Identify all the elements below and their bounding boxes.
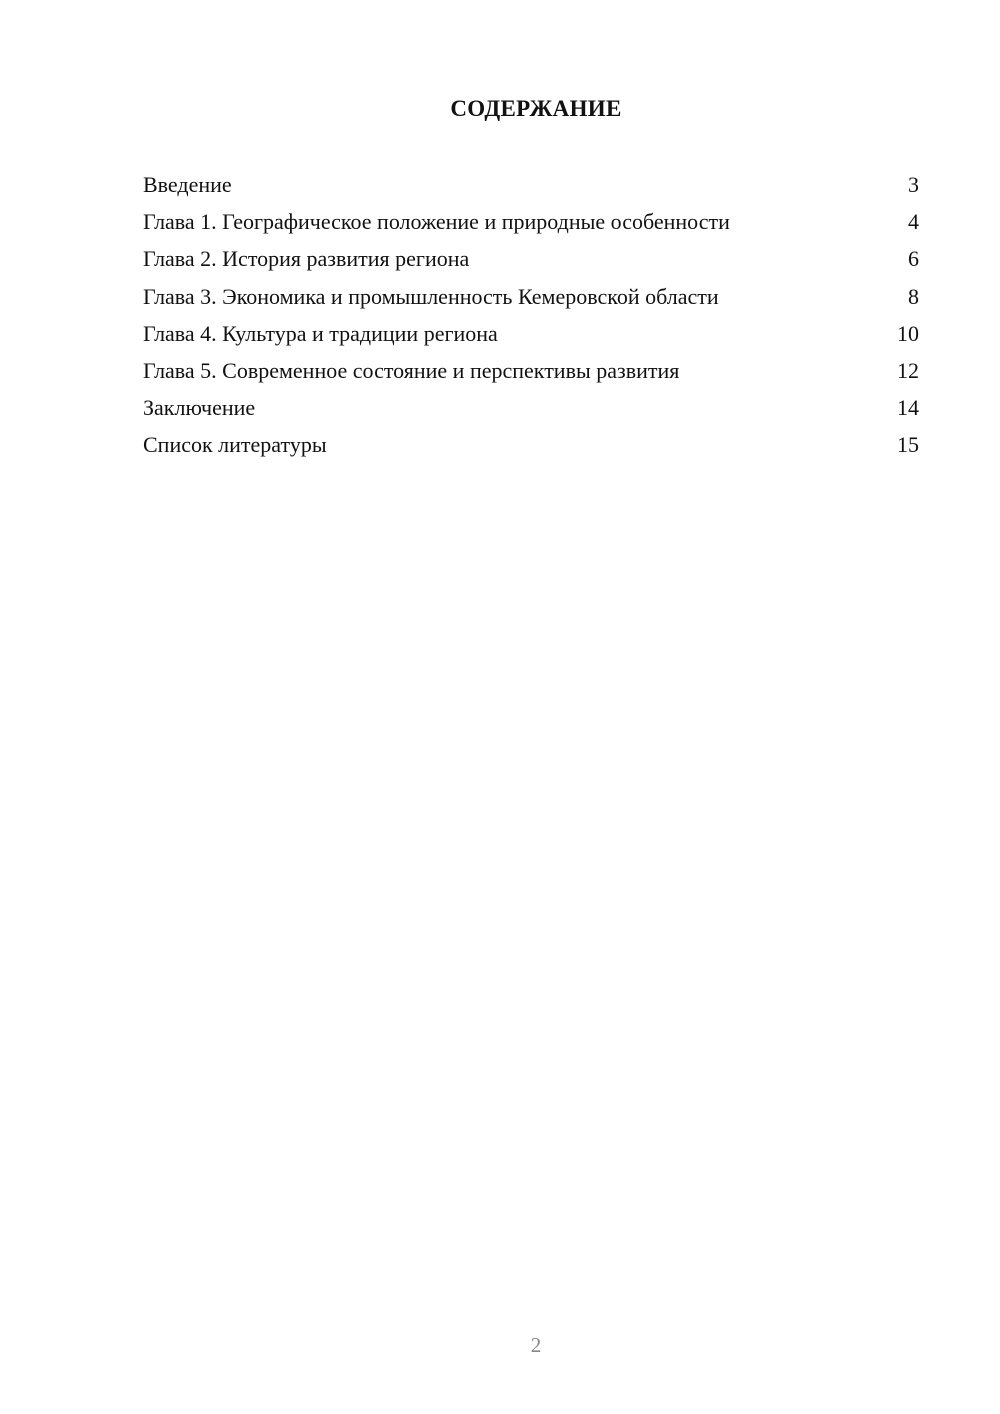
- toc-entry: [143, 354, 919, 391]
- toc-entry: [143, 391, 919, 428]
- toc-entry-label: Глава 1. Географическое положение и природные особенности: [143, 209, 730, 235]
- page-title: СОДЕРЖАНИЕ: [450, 96, 622, 121]
- toc-entry-label: Глава 4. Культура и традиции региона: [143, 320, 498, 346]
- toc-entry: [143, 428, 919, 465]
- toc-entry-label: Глава 5. Современное состояние и перспективы развития: [143, 357, 680, 383]
- toc-entry: [143, 317, 919, 354]
- toc-entry-page: 14: [897, 395, 919, 421]
- toc-entry-page: 4: [908, 209, 919, 235]
- toc-entry-page: 15: [897, 432, 919, 458]
- toc-entry: [143, 168, 919, 205]
- toc-entry-page: 8: [908, 283, 919, 309]
- toc-entry-label: Глава 3. Экономика и промышленность Кемеровской области: [143, 283, 719, 309]
- toc-entry: [143, 280, 919, 317]
- page-number: 2: [530, 1333, 542, 1357]
- toc-entry-label: Заключение: [143, 395, 256, 421]
- toc-entry-page: 10: [897, 320, 919, 346]
- toc-entry-page: 12: [897, 357, 919, 383]
- toc-entry-label: Глава 2. История развития региона: [143, 246, 470, 272]
- toc-entry: [143, 205, 919, 242]
- toc-entry: [143, 242, 919, 279]
- toc-entry-label: Введение: [143, 172, 232, 197]
- table-of-contents: [143, 168, 919, 466]
- toc-entry-label: Список литературы: [143, 432, 327, 458]
- toc-entry-page: 3: [908, 172, 919, 197]
- toc-entry-page: 6: [908, 246, 919, 272]
